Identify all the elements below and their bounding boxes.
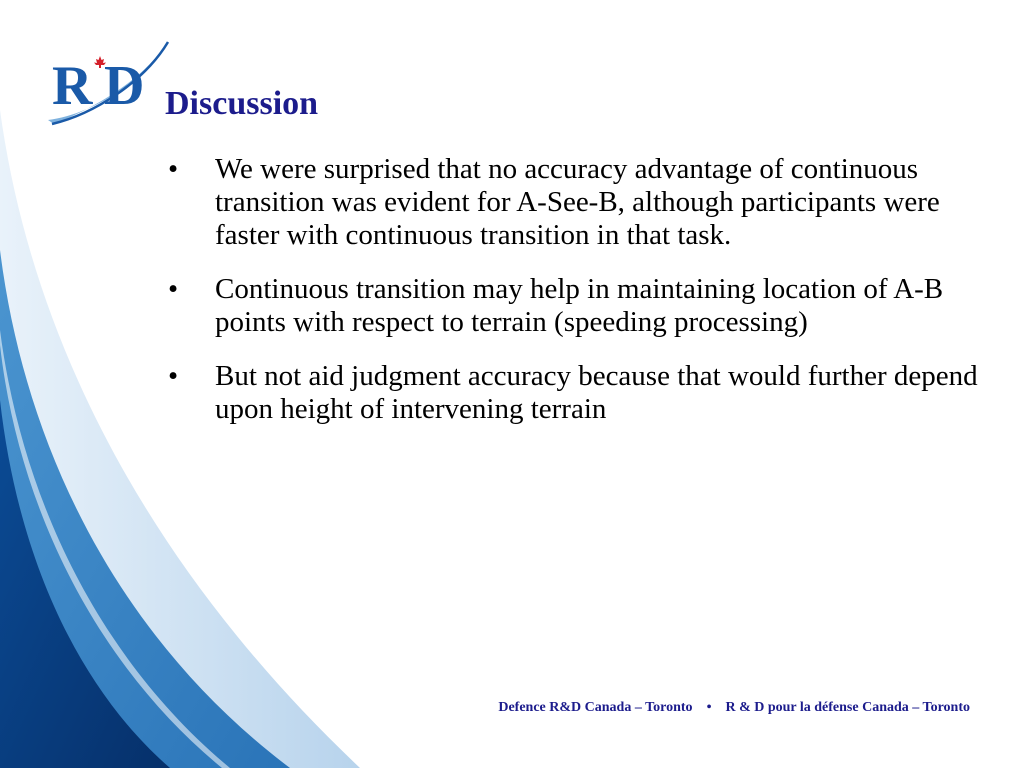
bullet-text: But not aid judgment accuracy because that would further depend upon height of intervening terrain xyxy=(215,360,978,425)
footer-french: R & D pour la défense Canada – Toronto xyxy=(725,700,970,715)
bullet-text: Continuous transition may help in maintaining location of A-B points with respect to terrain (speeding processing) xyxy=(215,273,944,338)
svg-text:R: R xyxy=(52,55,93,117)
bullet-item xyxy=(160,273,980,339)
bullet-marker: • xyxy=(168,153,179,185)
rd-logo xyxy=(44,38,170,130)
bullet-text: We were surprised that no accuracy advantage of continuous transition was evident for A-See-B, although participants were faster with continuous transition in that task. xyxy=(215,153,940,251)
slide-title: Discussion xyxy=(165,85,319,122)
bullet-item xyxy=(160,360,980,426)
footer xyxy=(498,700,970,716)
footer-english: Defence R&D Canada – Toronto xyxy=(498,700,693,715)
bullet-marker: • xyxy=(168,360,179,392)
bullet-list xyxy=(160,153,980,447)
svg-text:D: D xyxy=(104,55,145,117)
bullet-marker: • xyxy=(168,273,179,305)
bullet-item xyxy=(160,153,980,252)
footer-separator: • xyxy=(706,700,712,715)
